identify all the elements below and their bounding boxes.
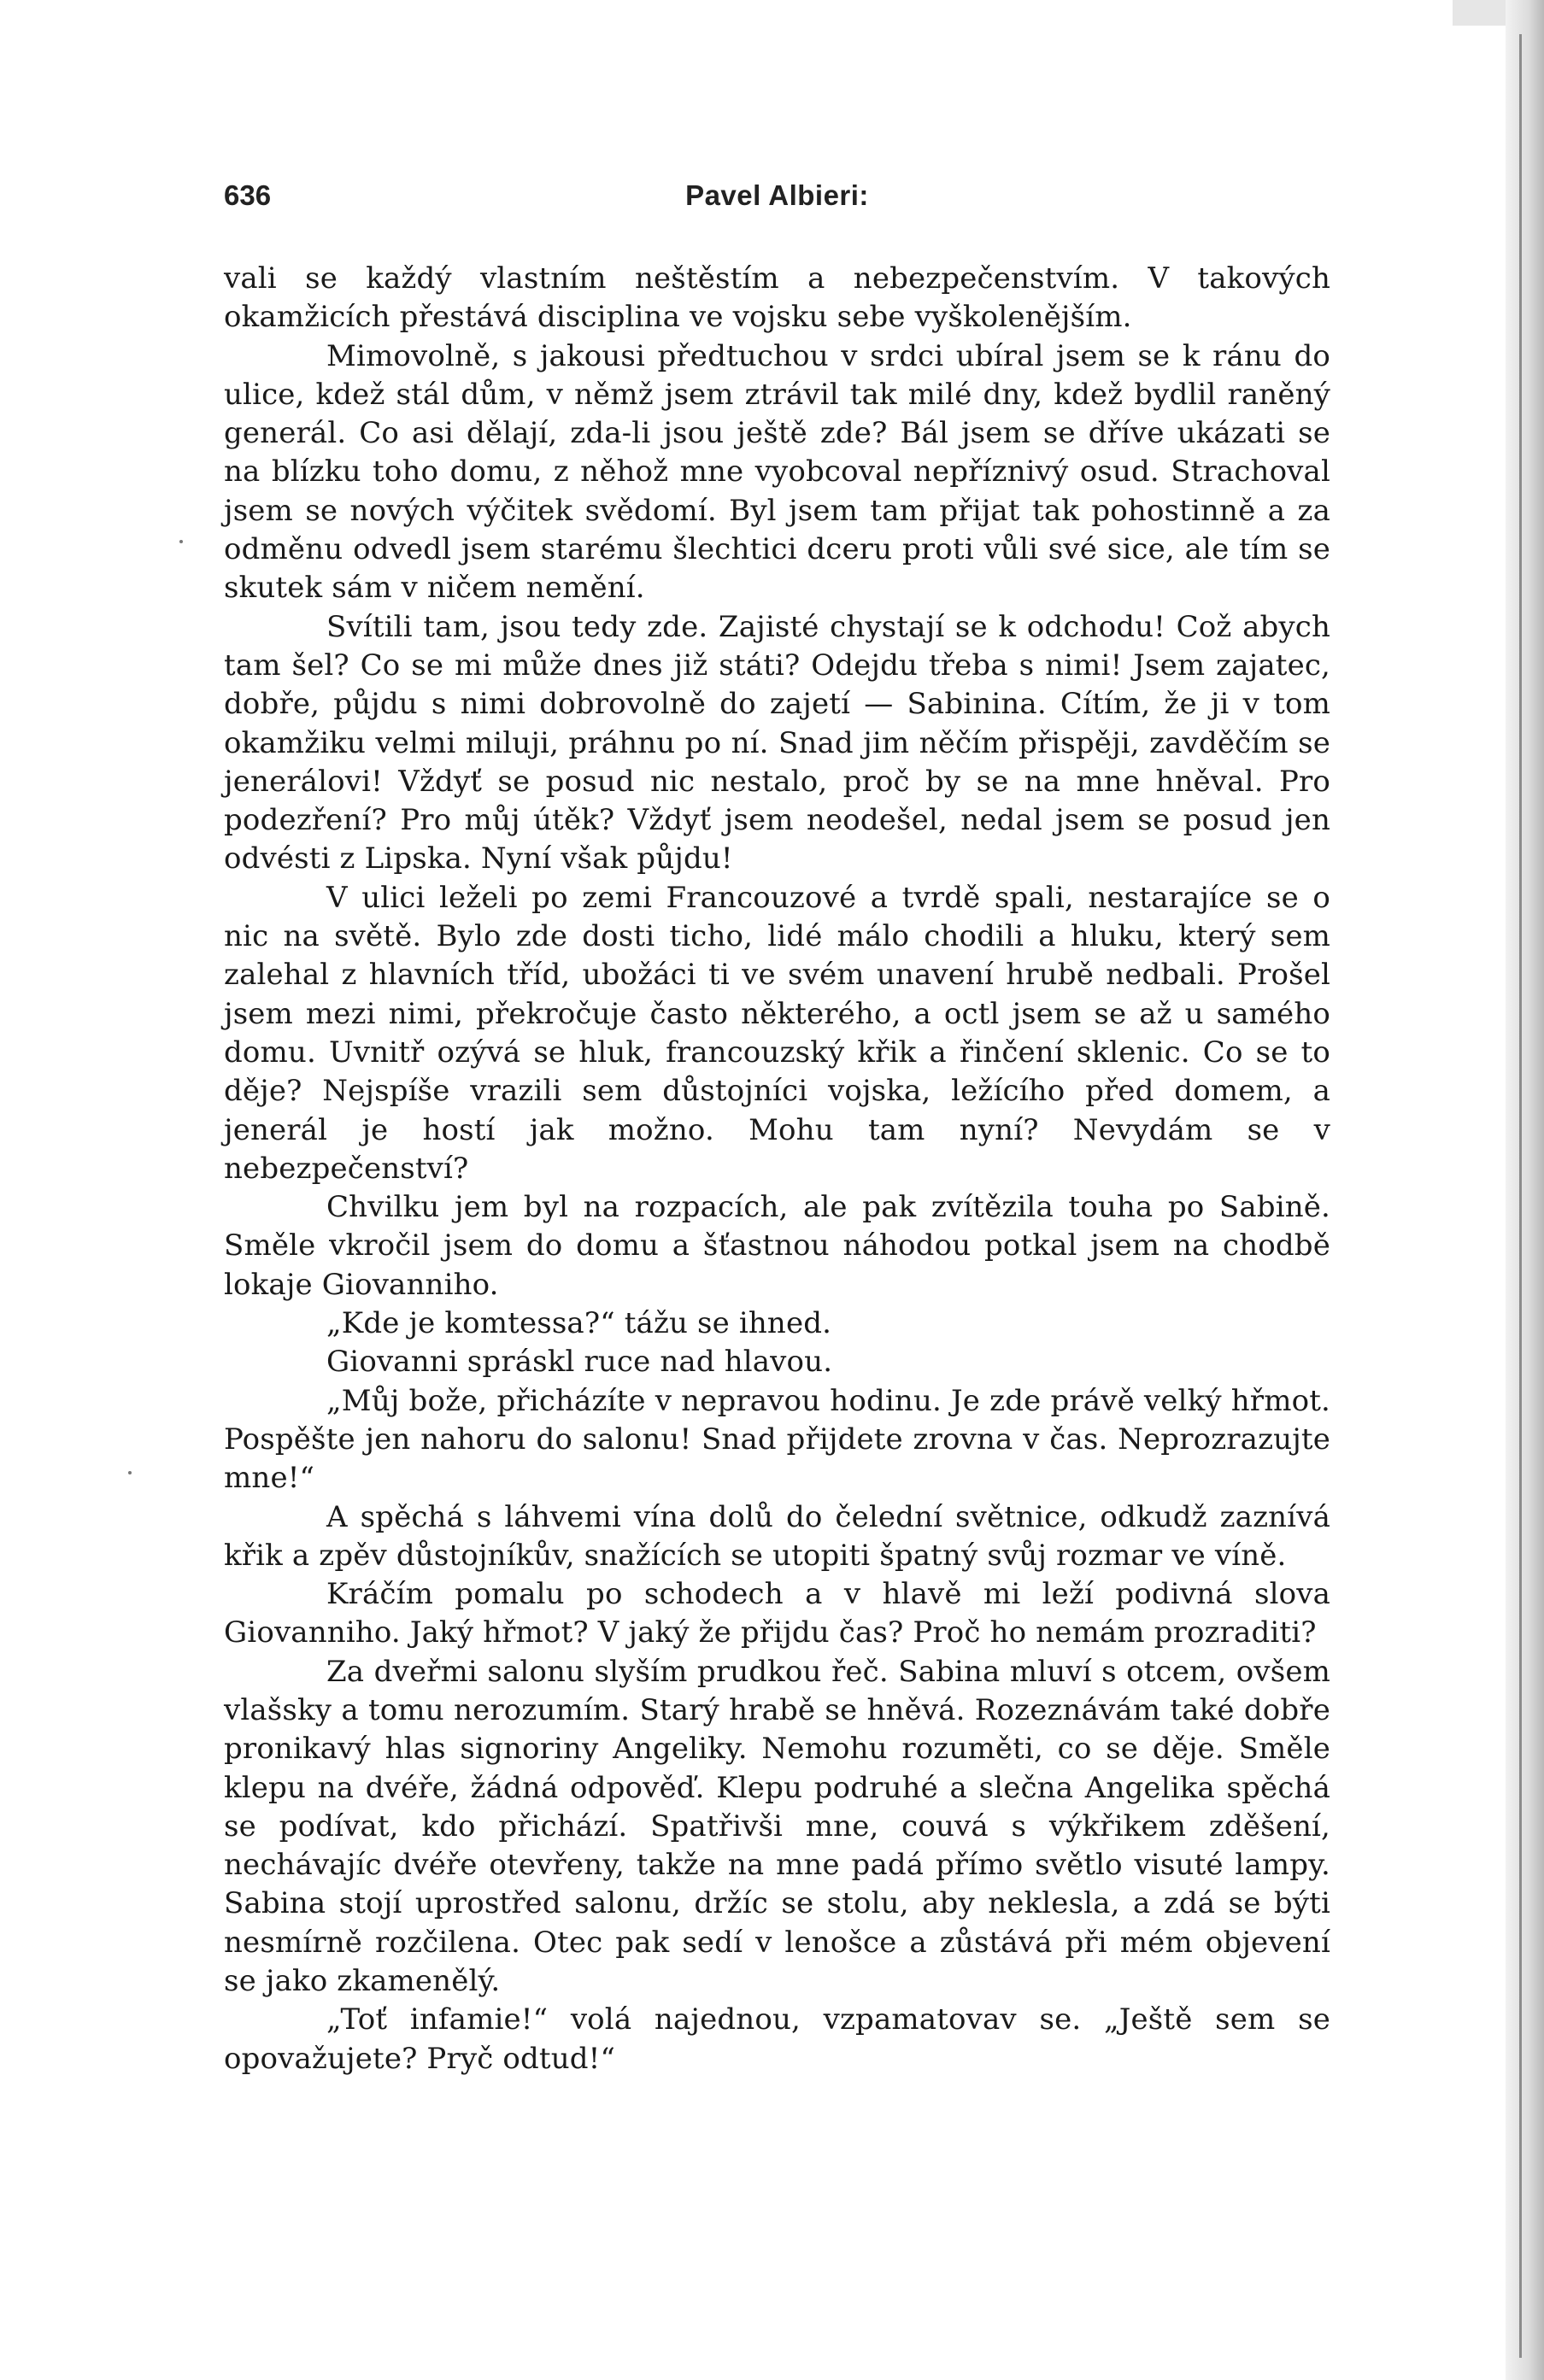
book-page	[224, 179, 1330, 2078]
paragraph: Chvilku jem byl na rozpacích, ale pak zvítězila touha po Sabině. Směle vkročil jsem do domu a šťastnou náhodou potkal jsem na chodbě lokaje Giovanniho.	[224, 1190, 1330, 1302]
scan-frame-edge	[1506, 0, 1544, 2380]
paragraph: vali se každý vlastním neštěstím a nebezpečenstvím. V takových okamžicích přestává disciplina ve vojsku sebe vyškolenějším.	[224, 261, 1330, 335]
page-body	[224, 260, 1330, 2078]
paragraph: Giovanni spráskl ruce nad hlavou.	[326, 1345, 833, 1380]
running-title: Pavel Albieri:	[685, 179, 869, 211]
page-header	[224, 179, 1330, 220]
paragraph: Za dveřmi salonu slyším prudkou řeč. Sabina mluví s otcem, ovšem vlašsky a tomu nerozumím. Starý hrabě se hněvá. Rozeznávám také dobře pronikavý hlas signoriny Angeliky. Nemohu rozuměti, co se děje. Směle klepu na dvéře, žádná odpověď. Klepu podruhé a slečna Angelika spěchá se podívat, kdo přichází. Spatřivši mne, couvá s výkřikem zděšení, nechávajíc dvéře otevřeny, takže na mne padá přímo světlo visuté lampy. Sabina stojí uprostřed salonu, držíc se stolu, aby neklesla, a zdá se býti nesmírně rozčilena. Otec pak sedí v lenošce a zůstává při mém objevení se jako zkamenělý.	[224, 1654, 1330, 1999]
paragraph: A spěchá s láhvemi vína dolů do čelední světnice, odkudž zaznívá křik a zpěv důstojníkův, snažících se utopiti špatný svůj rozmar ve víně.	[224, 1499, 1330, 1573]
paragraph: Svítili tam, jsou tedy zde. Zajisté chystají se k odchodu! Což abych tam šel? Co se mi může dnes již státi? Odejdu třeba s nimi! Jsem zajatec, dobře, půjdu s nimi dobrovolně do zajetí — Sabinina. Cítím, že ji v tom okamžiku velmi miluji, práhnu po ní. Snad jim něčím přispěji, zavděčím se jenerálovi! Vždyť se posud nic nestalo, proč by se na mne hněval. Pro podezření? Pro můj útěk? Vždyť jsem neodešel, nedal jsem se posud jen odvésti z Lipska. Nyní však půjdu!	[224, 609, 1330, 876]
scan-speck	[128, 1471, 132, 1474]
paragraph: „Kde je komtessa?“ tážu se ihned.	[326, 1306, 832, 1341]
paragraph: „Toť infamie!“ volá najednou, vzpamatovav se. „Ještě sem se opovažujete? Pryč odtud!“	[224, 2002, 1330, 2076]
scan-speck	[179, 540, 183, 543]
book-gutter-line	[1519, 34, 1522, 2358]
paragraph: „Můj bože, přicházíte v nepravou hodinu. Je zde právě velký hřmot. Pospěšte jen nahoru do salonu! Snad přijdete zrovna v čas. Neprozrazujte mne!“	[224, 1383, 1330, 1496]
paragraph: Kráčím pomalu po schodech a v hlavě mi leží podivná slova Giovanniho. Jaký hřmot? V jaký že přijdu čas? Proč ho nemám prozraditi?	[224, 1577, 1330, 1650]
paragraph: V ulici leželi po zemi Francouzové a tvrdě spali, nestarajíce se o nic na světě. Bylo zde dosti ticho, lidé málo chodili a hluku, který sem zalehal z hlavních tříd, ubožáci ti ve svém unavení hrubě nedbali. Prošel jsem mezi nimi, překročuje často některého, a octl jsem se až u samého domu. Uvnitř ozývá se hluk, francouzský křik a řinčení sklenic. Co se to děje? Nejspíše vrazili sem důstojníci vojska, ležícího před domem, a jenerál je hostí jak možno. Mohu tam nyní? Nevydám se v nebezpečenství?	[224, 880, 1330, 1186]
paragraph: Mimovolně, s jakousi předtuchou v srdci ubíral jsem se k ránu do ulice, kdež stál dům, v němž jsem ztrávil tak milé dny, kdež bydlil raněný generál. Co asi dělají, zda-li jsou ještě zde? Bál jsem se dříve ukázati se na blízku toho domu, z něhož mne vyobcoval nepříznivý osud. Strachoval jsem se nových výčitek svědomí. Byl jsem tam přijat tak pohostinně a za odměnu odvedl jsem starému šlechtici dceru proti vůli své sice, ale tím se skutek sám v ničem nemění.	[224, 338, 1330, 606]
page-number: 636	[224, 179, 272, 211]
